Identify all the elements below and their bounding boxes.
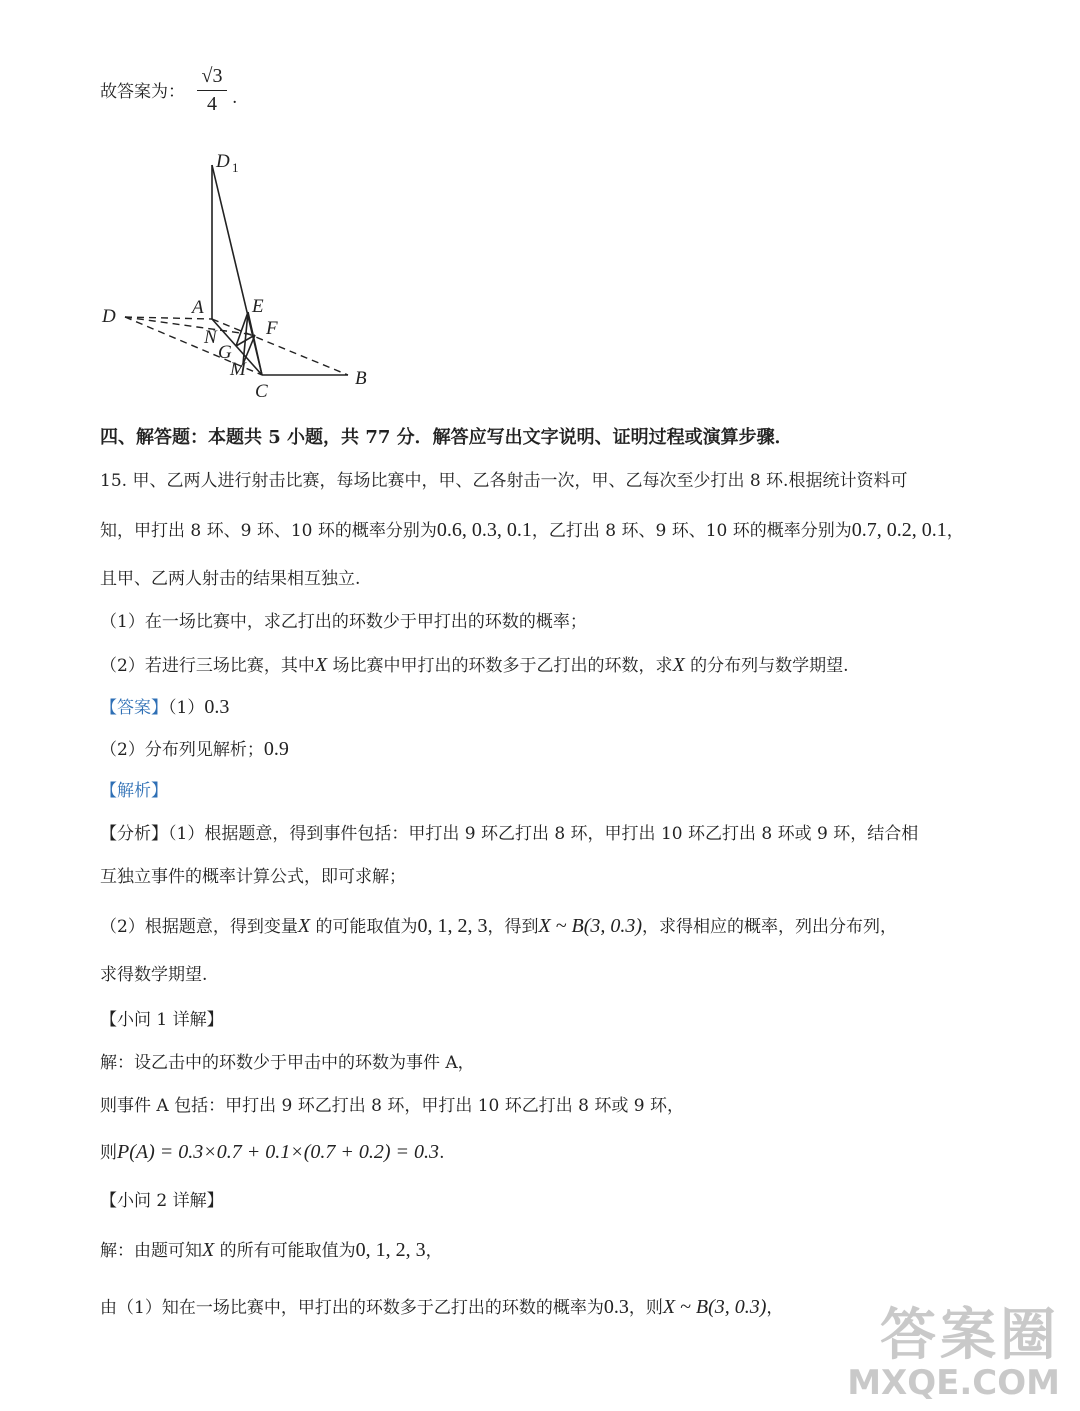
q15-sub2-text-a: （2）若进行三场比赛，其中	[100, 656, 315, 676]
var-x: X	[314, 654, 328, 676]
period: .	[232, 88, 238, 108]
part1-line2: 则事件 A 包括：甲打出 9 环乙打出 8 环，甲打出 10 环乙打出 8 环或 9 环，	[100, 1096, 685, 1116]
q15-yi-probs: 0.7, 0.2, 0.1	[851, 519, 947, 541]
fraction-numerator: √3	[201, 65, 223, 87]
binomial-dist: X ~ B(3, 0.3)	[662, 1296, 767, 1318]
answer2-label: （2）分布列见解析；	[100, 740, 264, 760]
edge-EC	[248, 312, 262, 375]
label-F: F	[266, 318, 278, 339]
watermark-logo	[847, 1303, 1060, 1403]
fenxi-line2: 互独立事件的概率计算公式，即可求解；	[100, 867, 406, 887]
fenxi-line3-text-b: 的可能取值为	[310, 917, 418, 937]
fenxi-line3-text-c: ，得到	[487, 917, 539, 937]
answer-line1	[100, 695, 229, 720]
fraction	[195, 62, 229, 117]
part1-line1: 解：设乙击中的环数少于甲击中的环数为事件 A，	[100, 1053, 475, 1073]
fenxi-line4: 求得数学期望.	[100, 965, 208, 985]
part2-line2-text-b: ，则	[628, 1298, 663, 1318]
part2-line2-text-a: 由（1）知在一场比赛中，甲打出的环数多于乙打出的环数的概率为	[100, 1298, 604, 1318]
part2-line2	[100, 1295, 783, 1320]
watermark-url: MXQE.COM	[847, 1363, 1060, 1403]
label-D: D	[102, 306, 116, 327]
q15-sub2	[100, 653, 848, 678]
label-E: E	[252, 296, 264, 317]
label-C: C	[255, 381, 268, 402]
prob-value: 0.3	[603, 1296, 629, 1318]
fenxi-line1: 【分析】（1）根据题意，得到事件包括：甲打出 9 环乙打出 8 环，甲打出 10 环乙打出 8 环或 9 环，结合相	[100, 824, 919, 844]
var-x: X	[672, 654, 685, 676]
q15-line3: 且甲、乙两人射击的结果相互独立.	[100, 569, 361, 589]
label-M: M	[230, 359, 246, 380]
part1-line3-text-a: 则	[100, 1143, 117, 1163]
part1-heading: 【小问 1 详解】	[100, 1010, 224, 1030]
q15-jia-probs: 0.6, 0.3, 0.1	[436, 519, 532, 541]
label-D1-sub: 1	[232, 160, 239, 175]
q15-sub2-text-c: 的分布列与数学期望.	[684, 656, 849, 676]
answer2-value: 0.9	[263, 738, 289, 760]
answer1-value: 0.3	[204, 696, 230, 718]
label-N: N	[204, 327, 217, 348]
analysis-tag: 【解析】	[100, 781, 168, 801]
edge-DF-dashed	[125, 317, 255, 335]
var-x: X	[202, 1239, 215, 1261]
q15-line2-text-b: ，乙打出 8 环、9 环、10 环的概率分别为	[531, 521, 852, 541]
var-x: X	[297, 915, 311, 937]
part2-heading: 【小问 2 详解】	[100, 1191, 224, 1211]
q15-sub1: （1）在一场比赛中，求乙打出的环数少于甲打出的环数的概率；	[100, 612, 587, 632]
part2-line1-text-c: ，	[425, 1241, 443, 1261]
part2-line2-text-c: ，	[766, 1298, 784, 1318]
label-A: A	[192, 297, 204, 318]
x-values: 0, 1, 2, 3	[417, 915, 488, 937]
q15-line2-text-a: 知，甲打出 8 环、9 环、10 环的概率分别为	[100, 521, 437, 541]
part2-line1-text-b: 的所有可能取值为	[214, 1241, 356, 1261]
part1-line3	[100, 1140, 444, 1165]
section-heading: 四、解答题：本题共 5 小题，共 77 分．解答应写出文字说明、证明过程或演算步骤．	[100, 427, 793, 448]
binomial-dist: X ~ B(3, 0.3)	[538, 915, 643, 937]
part2-line1	[100, 1238, 443, 1263]
answer-prefix: 故答案为：	[100, 82, 185, 102]
q15-line1: 15. 甲、乙两人进行射击比赛，每场比赛中，甲、乙各射击一次，甲、乙每次至少打出 8 环.根据统计资料可	[100, 471, 908, 491]
label-B: B	[355, 368, 367, 389]
probability-formula: P(A) = 0.3×0.7 + 0.1×(0.7 + 0.2) = 0.3	[117, 1141, 440, 1163]
watermark-text: 答案圈	[880, 1303, 1060, 1368]
q15-line2-text-c: ，	[946, 521, 964, 541]
answer1-label: （1）	[168, 698, 205, 718]
answer-line2	[100, 737, 289, 762]
answer-tag: 【答案】	[100, 698, 168, 718]
fenxi-line3	[100, 914, 897, 939]
q15-line2	[100, 518, 964, 543]
part1-line3-period: .	[439, 1143, 445, 1163]
fenxi-line3-text-a: （2）根据题意，得到变量	[100, 917, 298, 937]
part2-line1-text-a: 解：由题可知	[100, 1241, 202, 1261]
q15-sub2-text-b: 场比赛中甲打出的环数多于乙打出的环数，求	[327, 656, 673, 676]
fraction-denominator: 4	[207, 93, 217, 115]
x-values: 0, 1, 2, 3	[355, 1239, 426, 1261]
label-D1: D	[216, 151, 230, 172]
label-G: G	[218, 342, 232, 363]
fenxi-line3-text-d: ，求得相应的概率，列出分布列，	[642, 917, 898, 937]
final-answer-line	[100, 80, 185, 104]
fraction-period	[232, 86, 237, 110]
geometry-figure	[95, 150, 385, 410]
